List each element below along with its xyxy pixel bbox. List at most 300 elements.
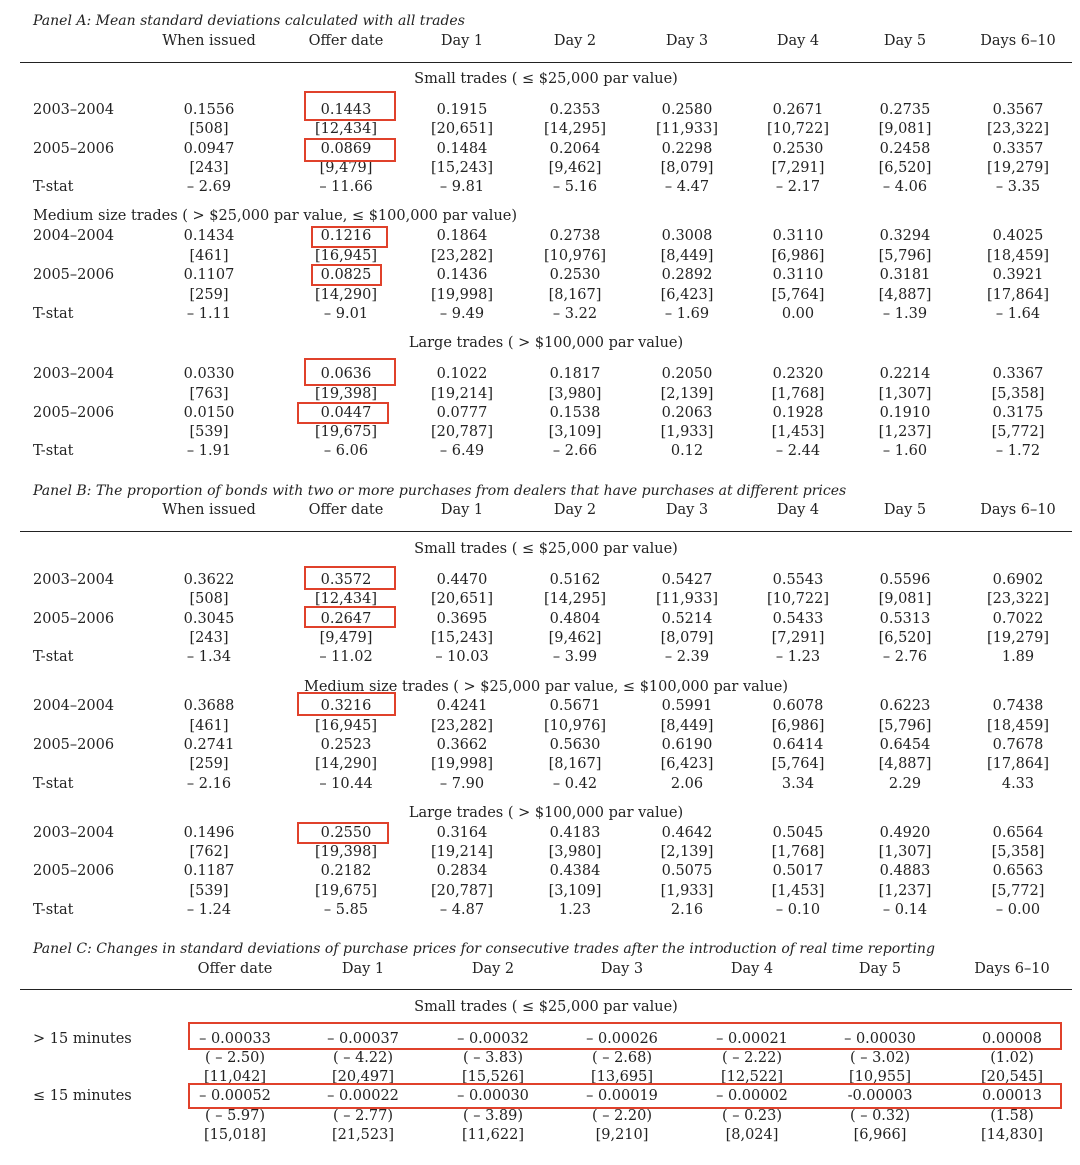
highlight-box [304, 566, 396, 590]
table-cell: [19,998] [430, 287, 494, 303]
table-cell: 0.2298 [661, 141, 713, 157]
table-cell: [6,986] [771, 718, 825, 734]
table-cell: [19,398] [314, 386, 378, 402]
table-cell: 0.4883 [879, 863, 931, 879]
table-cell: – 0.00026 [586, 1031, 658, 1047]
table-cell: 0.3175 [992, 405, 1044, 421]
table-cell: – 0.00032 [457, 1031, 529, 1047]
table-cell: 0.2353 [549, 102, 601, 118]
table-cell: – 11.02 [319, 649, 373, 665]
row-label: 2004–2004 [33, 698, 115, 714]
table-cell: [461] [189, 248, 229, 264]
table-cell: [23,322] [986, 121, 1050, 137]
row-label: 2004–2004 [33, 228, 115, 244]
table-cell: – 0.00030 [844, 1031, 916, 1047]
table-cell: 1.23 [558, 902, 592, 918]
table-cell: 0.3622 [183, 572, 235, 588]
table-cell: 0.2741 [183, 737, 235, 753]
table-cell: ( – 4.22) [332, 1050, 394, 1066]
column-header: Offer date [308, 33, 384, 49]
table-cell: – 9.81 [439, 179, 485, 195]
table-cell: 0.4241 [436, 698, 488, 714]
table-cell: 0.6190 [661, 737, 713, 753]
table-cell: – 2.39 [664, 649, 710, 665]
highlight-box [304, 91, 396, 121]
table-cell: 0.5433 [772, 611, 824, 627]
highlight-box [311, 226, 388, 248]
table-cell: – 1.91 [186, 443, 232, 459]
column-header: When issued [162, 33, 256, 49]
column-header: Day 4 [776, 502, 820, 518]
table-cell: [8,449] [660, 248, 714, 264]
table-cell: 0.3045 [183, 611, 235, 627]
table-cell: ( – 2.22) [721, 1050, 783, 1066]
table-cell: (1.58) [990, 1108, 1034, 1124]
table-cell: 0.1022 [436, 366, 488, 382]
table-cell: 0.4642 [661, 825, 713, 841]
row-label: ≤ 15 minutes [33, 1088, 132, 1104]
section-label: Small trades ( ≤ $25,000 par value) [414, 541, 678, 557]
row-label: T-stat [33, 649, 74, 665]
table-cell: [16,945] [314, 248, 378, 264]
table-cell: 0.5214 [661, 611, 713, 627]
table-cell: 0.1910 [879, 405, 931, 421]
table-cell: 0.2834 [436, 863, 488, 879]
table-cell: 0.3921 [992, 267, 1044, 283]
table-cell: [259] [189, 756, 229, 772]
table-cell: [5,772] [991, 424, 1045, 440]
table-cell: – 1.11 [186, 306, 232, 322]
table-cell: [19,279] [986, 630, 1050, 646]
section-label: Small trades ( ≤ $25,000 par value) [414, 71, 678, 87]
table-cell: 0.5630 [549, 737, 601, 753]
column-header: Day 4 [776, 33, 820, 49]
table-cell: – 1.64 [995, 306, 1041, 322]
section-label: Small trades ( ≤ $25,000 par value) [414, 999, 678, 1015]
header-rule [20, 989, 1072, 990]
table-cell: 0.2182 [320, 863, 372, 879]
table-cell: [18,459] [986, 248, 1050, 264]
table-cell: [7,291] [771, 160, 825, 176]
table-cell: 0.2671 [772, 102, 824, 118]
table-cell: – 0.00037 [327, 1031, 399, 1047]
table-cell: [6,423] [660, 287, 714, 303]
table-cell: [3,980] [548, 386, 602, 402]
table-cell: [19,214] [430, 386, 494, 402]
table-cell: 0.0825 [320, 267, 372, 283]
column-header: Day 2 [553, 33, 597, 49]
table-cell: [539] [189, 424, 229, 440]
table-cell: 0.2647 [320, 611, 372, 627]
table-cell: 0.1496 [183, 825, 235, 841]
table-cell: 0.6563 [992, 863, 1044, 879]
table-cell: 0.3357 [992, 141, 1044, 157]
table-cell: – 2.44 [775, 443, 821, 459]
column-header: Days 6–10 [980, 502, 1056, 518]
table-cell: [19,998] [430, 756, 494, 772]
table-cell: 0.3110 [772, 228, 824, 244]
table-cell: 0.5427 [661, 572, 713, 588]
table-cell: [11,042] [203, 1069, 267, 1085]
table-cell: [762] [189, 844, 229, 860]
column-header: Days 6–10 [980, 33, 1056, 49]
table-cell: [21,523] [331, 1127, 395, 1143]
table-cell: – 0.00052 [199, 1088, 271, 1104]
table-cell: – 6.06 [323, 443, 369, 459]
table-cell: [1,453] [771, 883, 825, 899]
table-cell: ( – 3.83) [462, 1050, 524, 1066]
table-cell: 0.1538 [549, 405, 601, 421]
row-label: 2005–2006 [33, 611, 115, 627]
table-cell: 0.5991 [661, 698, 713, 714]
table-cell: 0.6414 [772, 737, 824, 753]
table-cell: 0.2735 [879, 102, 931, 118]
table-cell: [10,722] [766, 591, 830, 607]
table-cell: – 0.00019 [586, 1088, 658, 1104]
table-cell: 0.6078 [772, 698, 824, 714]
table-cell: [13,695] [590, 1069, 654, 1085]
column-header: When issued [162, 502, 256, 518]
column-header: Day 2 [553, 502, 597, 518]
table-cell: [3,109] [548, 424, 602, 440]
table-cell: 0.0636 [320, 366, 372, 382]
table-cell: [20,787] [430, 883, 494, 899]
panel-a-title: Panel A: Mean standard deviations calculated with all trades [33, 13, 465, 29]
table-cell: 0.5017 [772, 863, 824, 879]
table-cell: 0.2064 [549, 141, 601, 157]
table-cell: [11,933] [655, 591, 719, 607]
table-cell: [5,358] [991, 386, 1045, 402]
table-cell: 0.3662 [436, 737, 488, 753]
table-cell: 0.1817 [549, 366, 601, 382]
table-cell: – 10.44 [319, 776, 373, 792]
table-cell: 0.1928 [772, 405, 824, 421]
table-cell: [7,291] [771, 630, 825, 646]
column-header: Day 3 [665, 502, 709, 518]
table-cell: [1,307] [878, 386, 932, 402]
table-cell: – 2.17 [775, 179, 821, 195]
table-cell: [14,290] [314, 287, 378, 303]
panel-c-title: Panel C: Changes in standard deviations of purchase prices for consecutive trades after the introduction of real time reporting [33, 941, 935, 957]
table-cell: [8,167] [548, 287, 602, 303]
table-cell: 0.2530 [549, 267, 601, 283]
table-cell: [1,237] [878, 424, 932, 440]
table-cell: 0.1915 [436, 102, 488, 118]
table-cell: [8,079] [660, 630, 714, 646]
table-cell: – 7.90 [439, 776, 485, 792]
table-cell: – 1.69 [664, 306, 710, 322]
table-cell: 0.1107 [183, 267, 235, 283]
table-cell: 0.2530 [772, 141, 824, 157]
table-cell: 0.3567 [992, 102, 1044, 118]
table-cell: 0.2892 [661, 267, 713, 283]
table-cell: [20,787] [430, 424, 494, 440]
table-cell: [4,887] [878, 287, 932, 303]
table-cell: – 0.00 [995, 902, 1041, 918]
table-cell: [10,955] [848, 1069, 912, 1085]
table-cell: [19,675] [314, 883, 378, 899]
table-cell: 0.5045 [772, 825, 824, 841]
table-cell: – 0.00022 [327, 1088, 399, 1104]
column-header: Day 2 [471, 961, 515, 977]
table-cell: ( – 0.32) [849, 1108, 911, 1124]
table-cell: – 5.16 [552, 179, 598, 195]
table-cell: [14,295] [543, 121, 607, 137]
table-cell: 0.5543 [772, 572, 824, 588]
row-label: 2005–2006 [33, 141, 115, 157]
table-cell: [5,764] [771, 287, 825, 303]
panel-b-title: Panel B: The proportion of bonds with two or more purchases from dealers that have purchases at different prices [33, 483, 847, 499]
table-cell: – 10.03 [435, 649, 489, 665]
table-cell: 1.89 [1001, 649, 1035, 665]
table-cell: – 4.47 [664, 179, 710, 195]
table-cell: – 2.66 [552, 443, 598, 459]
table-cell: 0.6223 [879, 698, 931, 714]
table-cell: 0.3688 [183, 698, 235, 714]
table-cell: – 4.06 [882, 179, 928, 195]
table-cell: [1,237] [878, 883, 932, 899]
column-header: Day 5 [858, 961, 902, 977]
table-cell: [3,109] [548, 883, 602, 899]
table-cell: [5,796] [878, 248, 932, 264]
table-cell: [9,462] [548, 160, 602, 176]
table-cell: – 3.35 [995, 179, 1041, 195]
row-label: > 15 minutes [33, 1031, 132, 1047]
highlight-box [188, 1083, 1062, 1109]
table-cell: 0.3572 [320, 572, 372, 588]
table-cell: [19,214] [430, 844, 494, 860]
table-cell: 0.3110 [772, 267, 824, 283]
table-cell: [8,024] [725, 1127, 779, 1143]
table-cell: 3.34 [781, 776, 815, 792]
table-cell: 0.3367 [992, 366, 1044, 382]
table-cell: – 1.24 [186, 902, 232, 918]
table-cell: – 1.23 [775, 649, 821, 665]
table-cell: (1.02) [990, 1050, 1034, 1066]
table-cell: [5,358] [991, 844, 1045, 860]
table-cell: 0.2523 [320, 737, 372, 753]
table-cell: [19,398] [314, 844, 378, 860]
table-cell: – 0.10 [775, 902, 821, 918]
highlight-box [188, 1022, 1062, 1050]
table-cell: [539] [189, 883, 229, 899]
table-cell: – 1.34 [186, 649, 232, 665]
table-cell: 2.29 [888, 776, 922, 792]
column-header: Offer date [308, 502, 384, 518]
table-cell: [9,210] [595, 1127, 649, 1143]
column-header: Day 3 [600, 961, 644, 977]
table-cell: 0.4804 [549, 611, 601, 627]
table-cell: 0.5313 [879, 611, 931, 627]
table-cell: 0.4384 [549, 863, 601, 879]
row-label: T-stat [33, 306, 74, 322]
table-cell: 0.3695 [436, 611, 488, 627]
table-cell: 0.0447 [320, 405, 372, 421]
table-cell: [1,453] [771, 424, 825, 440]
table-cell: – 0.00030 [457, 1088, 529, 1104]
row-label: T-stat [33, 776, 74, 792]
table-cell: [15,018] [203, 1127, 267, 1143]
table-cell: 0.6564 [992, 825, 1044, 841]
table-cell: [14,295] [543, 591, 607, 607]
table-cell: 0.3008 [661, 228, 713, 244]
table-cell: 0.4183 [549, 825, 601, 841]
table-cell: – 11.66 [319, 179, 373, 195]
table-cell: [6,986] [771, 248, 825, 264]
table-cell: – 5.85 [323, 902, 369, 918]
table-cell: [8,449] [660, 718, 714, 734]
table-cell: – 3.99 [552, 649, 598, 665]
table-cell: 0.1216 [320, 228, 372, 244]
table-cell: ( – 0.23) [721, 1108, 783, 1124]
table-cell: 0.12 [670, 443, 704, 459]
table-cell: ( – 2.77) [332, 1108, 394, 1124]
table-cell: 0.0947 [183, 141, 235, 157]
table-cell: [14,830] [980, 1127, 1044, 1143]
table-cell: [17,864] [986, 756, 1050, 772]
table-cell: [19,279] [986, 160, 1050, 176]
section-label: Large trades ( > $100,000 par value) [408, 335, 684, 351]
table-cell: ( – 2.20) [591, 1108, 653, 1124]
table-cell: 0.4025 [992, 228, 1044, 244]
table-cell: 0.00008 [982, 1031, 1042, 1047]
table-cell: 0.4920 [879, 825, 931, 841]
row-label: 2003–2004 [33, 366, 115, 382]
table-cell: [6,423] [660, 756, 714, 772]
table-cell: – 1.60 [882, 443, 928, 459]
table-cell: [12,434] [314, 591, 378, 607]
column-header: Days 6–10 [974, 961, 1050, 977]
table-cell: [20,651] [430, 121, 494, 137]
row-label: T-stat [33, 902, 74, 918]
table-cell: – 2.69 [186, 179, 232, 195]
table-cell: [5,764] [771, 756, 825, 772]
table-cell: 0.0150 [183, 405, 235, 421]
table-cell: [763] [189, 386, 229, 402]
table-cell: 0.0777 [436, 405, 488, 421]
table-cell: [259] [189, 287, 229, 303]
table-cell: [6,966] [853, 1127, 907, 1143]
table-cell: [6,520] [878, 160, 932, 176]
table-cell: 0.00 [781, 306, 815, 322]
table-cell: ( – 2.50) [204, 1050, 266, 1066]
column-header: Day 4 [730, 961, 774, 977]
table-cell: [9,081] [878, 591, 932, 607]
table-cell: [461] [189, 718, 229, 734]
table-cell: [508] [189, 121, 229, 137]
table-cell: [23,282] [430, 718, 494, 734]
table-cell: [12,522] [720, 1069, 784, 1085]
table-cell: ( – 5.97) [204, 1108, 266, 1124]
table-cell: [243] [189, 160, 229, 176]
table-cell: 0.2063 [661, 405, 713, 421]
table-cell: 0.2550 [320, 825, 372, 841]
table-cell: [14,290] [314, 756, 378, 772]
row-label: 2003–2004 [33, 102, 115, 118]
table-cell: [15,526] [461, 1069, 525, 1085]
header-rule [20, 531, 1072, 532]
table-cell: ( – 3.02) [849, 1050, 911, 1066]
table-cell: 0.3181 [879, 267, 931, 283]
table-cell: 2.06 [670, 776, 704, 792]
column-header: Day 3 [665, 33, 709, 49]
table-cell: [11,622] [461, 1127, 525, 1143]
table-cell: [5,796] [878, 718, 932, 734]
table-cell: – 9.01 [323, 306, 369, 322]
table-cell: [1,933] [660, 883, 714, 899]
table-cell: [23,282] [430, 248, 494, 264]
table-cell: 0.6454 [879, 737, 931, 753]
table-cell: – 4.87 [439, 902, 485, 918]
table-cell: 0.1434 [183, 228, 235, 244]
table-cell: [2,139] [660, 844, 714, 860]
table-cell: 0.0330 [183, 366, 235, 382]
table-cell: 0.5075 [661, 863, 713, 879]
table-cell: [10,976] [543, 718, 607, 734]
table-cell: – 0.14 [882, 902, 928, 918]
table-cell: [17,864] [986, 287, 1050, 303]
table-cell: ( – 2.68) [591, 1050, 653, 1066]
section-label: Medium size trades ( > $25,000 par value, ≤ $100,000 par value) [303, 679, 789, 695]
table-cell: 0.1556 [183, 102, 235, 118]
table-cell: [5,772] [991, 883, 1045, 899]
table-cell: 0.00013 [982, 1088, 1042, 1104]
table-cell: 0.3216 [320, 698, 372, 714]
table-cell: [243] [189, 630, 229, 646]
highlight-box [297, 692, 396, 716]
table-cell: 0.2458 [879, 141, 931, 157]
highlight-box [304, 606, 396, 628]
table-cell: [1,768] [771, 386, 825, 402]
table-cell: [3,980] [548, 844, 602, 860]
table-cell: [10,976] [543, 248, 607, 264]
table-cell: -0.00003 [847, 1088, 913, 1104]
table-cell: 0.1864 [436, 228, 488, 244]
table-cell: [23,322] [986, 591, 1050, 607]
table-cell: 0.1436 [436, 267, 488, 283]
table-cell: [15,243] [430, 630, 494, 646]
table-cell: [19,675] [314, 424, 378, 440]
table-cell: [9,479] [319, 630, 373, 646]
row-label: 2003–2004 [33, 572, 115, 588]
table-cell: 0.7438 [992, 698, 1044, 714]
table-cell: 4.33 [1001, 776, 1035, 792]
column-header: Day 5 [883, 502, 927, 518]
table-cell: [18,459] [986, 718, 1050, 734]
table-cell: 0.6902 [992, 572, 1044, 588]
table-cell: – 3.22 [552, 306, 598, 322]
table-cell: 0.2050 [661, 366, 713, 382]
table-cell: [11,933] [655, 121, 719, 137]
table-cell: [9,462] [548, 630, 602, 646]
column-header: Day 5 [883, 33, 927, 49]
table-cell: [20,497] [331, 1069, 395, 1085]
table-cell: 0.3164 [436, 825, 488, 841]
table-cell: [508] [189, 591, 229, 607]
table-cell: [8,167] [548, 756, 602, 772]
table-cell: – 0.00002 [716, 1088, 788, 1104]
table-cell: [1,933] [660, 424, 714, 440]
table-cell: – 1.39 [882, 306, 928, 322]
header-rule [20, 62, 1072, 63]
column-header: Day 1 [341, 961, 385, 977]
table-cell: [20,545] [980, 1069, 1044, 1085]
table-cell: 0.3294 [879, 228, 931, 244]
table-cell: [16,945] [314, 718, 378, 734]
table-cell: [8,079] [660, 160, 714, 176]
highlight-box [297, 402, 389, 424]
row-label: T-stat [33, 443, 74, 459]
